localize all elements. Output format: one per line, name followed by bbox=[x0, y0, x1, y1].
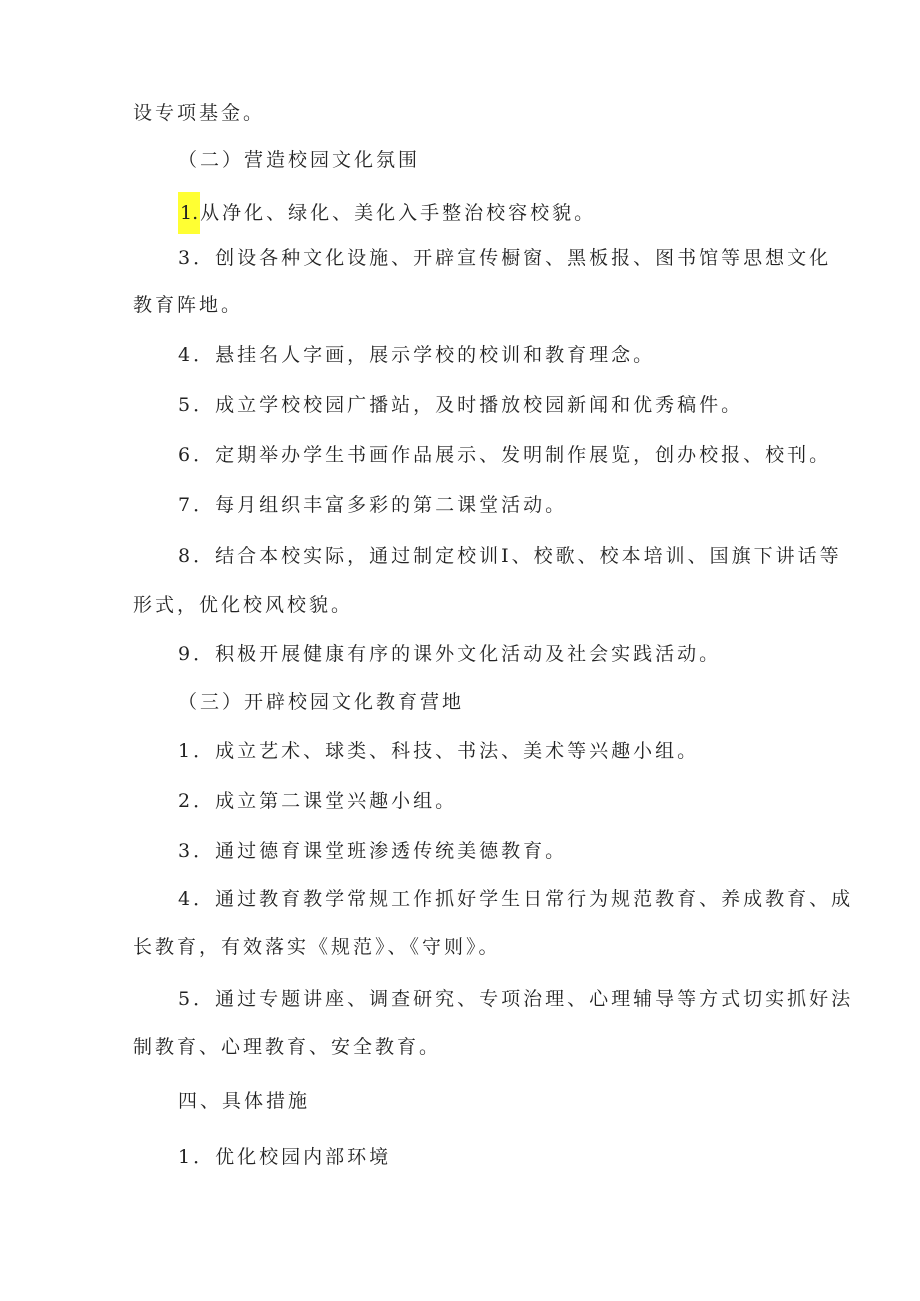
text-line: 3．通过德育课堂班渗透传统美德教育。 bbox=[178, 840, 568, 862]
text-line: 5．通过专题讲座、调查研究、专项治理、心理辅导等方式切实抓好法 bbox=[178, 988, 854, 1010]
text-line: 4．通过教育教学常规工作抓好学生日常行为规范教育、养成教育、成 bbox=[178, 888, 854, 910]
text-line: 长教育，有效落实《规范》、《守则》。 bbox=[133, 936, 501, 958]
text-line: 6．定期举办学生书画作品展示、发明制作展览，创办校报、校刊。 bbox=[178, 444, 832, 466]
text-line: 4．悬挂名人字画，展示学校的校训和教育理念。 bbox=[178, 344, 656, 366]
text-line: 9．积极开展健康有序的课外文化活动及社会实践活动。 bbox=[178, 643, 722, 665]
section-heading: （三）开辟校园文化教育营地 bbox=[178, 691, 465, 713]
text-line: 设专项基金。 bbox=[133, 102, 266, 124]
highlighted-number: 1. bbox=[178, 192, 200, 234]
text-line: 教育阵地。 bbox=[133, 294, 244, 316]
text-line: 制教育、心理教育、安全教育。 bbox=[133, 1036, 442, 1058]
text-line: 1．成立艺术、球类、科技、书法、美术等兴趣小组。 bbox=[178, 740, 700, 762]
text-line: 2．成立第二课堂兴趣小组。 bbox=[178, 790, 458, 812]
text-line: 形式，优化校风校貌。 bbox=[133, 594, 354, 616]
text-line: 1．优化校园内部环境 bbox=[178, 1146, 392, 1168]
text-line: 7．每月组织丰富多彩的第二课堂活动。 bbox=[178, 494, 568, 516]
section-heading: 四、具体措施 bbox=[178, 1090, 311, 1112]
text-line: 8．结合本校实际，通过制定校训I、校歌、校本培训、国旗下讲话等 bbox=[178, 545, 842, 567]
section-heading: （二）营造校园文化氛围 bbox=[178, 149, 421, 171]
text-line-content: 从净化、绿化、美化入手整治校容校貌。 bbox=[200, 202, 597, 224]
text-line: 5．成立学校校园广播站，及时播放校园新闻和优秀稿件。 bbox=[178, 394, 744, 416]
text-line: 3．创设各种文化设施、开辟宣传橱窗、黑板报、图书馆等思想文化 bbox=[178, 247, 832, 269]
text-line bbox=[178, 192, 596, 234]
